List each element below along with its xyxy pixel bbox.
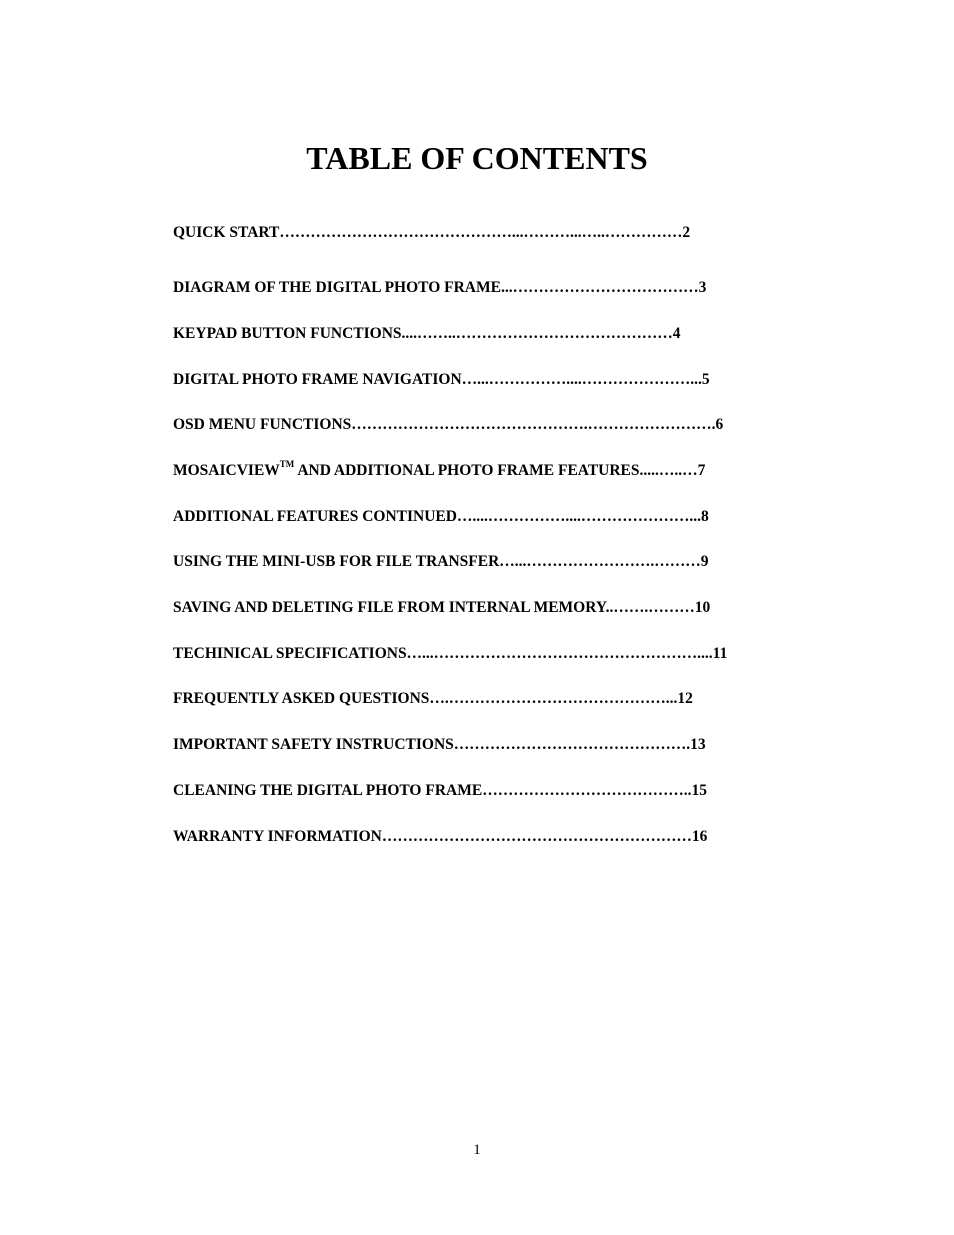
trademark-superscript: TM [279, 459, 295, 469]
toc-entry-diagram: DIAGRAM OF THE DIGITAL PHOTO FRAME...………………………………3 [173, 279, 707, 296]
toc-entry-cleaning: CLEANING THE DIGITAL PHOTO FRAME…………………………………..15 [173, 782, 707, 799]
toc-entry-mosaicview-rest: AND ADDITIONAL PHOTO FRAME FEATURES.....…..…7 [294, 462, 706, 479]
page-number: 1 [473, 1142, 481, 1158]
toc-entry-specifications: TECHINICAL SPECIFICATIONS…...……………………………………………....11 [173, 645, 728, 662]
toc-entry-safety: IMPORTANT SAFETY INSTRUCTIONS……………………………………….13 [173, 736, 706, 753]
toc-entry-mini-usb: USING THE MINI-USB FOR FILE TRANSFER…...…………………….………9 [173, 553, 709, 570]
toc-entry-navigation: DIGITAL PHOTO FRAME NAVIGATION…...……………....…………………...5 [173, 371, 710, 388]
toc-entry-osd-menu: OSD MENU FUNCTIONS……………………………………….…………………….6 [173, 416, 724, 433]
toc-entry-warranty: WARRANTY INFORMATION……………………………………………………16 [173, 828, 708, 845]
toc-entry-faq: FREQUENTLY ASKED QUESTIONS….……………………………………...12 [173, 690, 693, 707]
toc-entry-quick-start: QUICK START………………………………………...………...…..……………2 [173, 224, 691, 241]
toc-entry-saving-deleting: SAVING AND DELETING FILE FROM INTERNAL MEMORY..…….………10 [173, 599, 711, 616]
toc-entry-mosaicview [173, 459, 706, 480]
toc-entry-keypad: KEYPAD BUTTON FUNCTIONS....……..……………………………………4 [173, 325, 681, 342]
toc-entry-additional-features: ADDITIONAL FEATURES CONTINUED…....……………....…………………...8 [173, 508, 709, 525]
toc-entry-mosaicview-text: MOSAICVIEW [173, 462, 280, 479]
page-title: TABLE OF CONTENTS [306, 140, 648, 176]
